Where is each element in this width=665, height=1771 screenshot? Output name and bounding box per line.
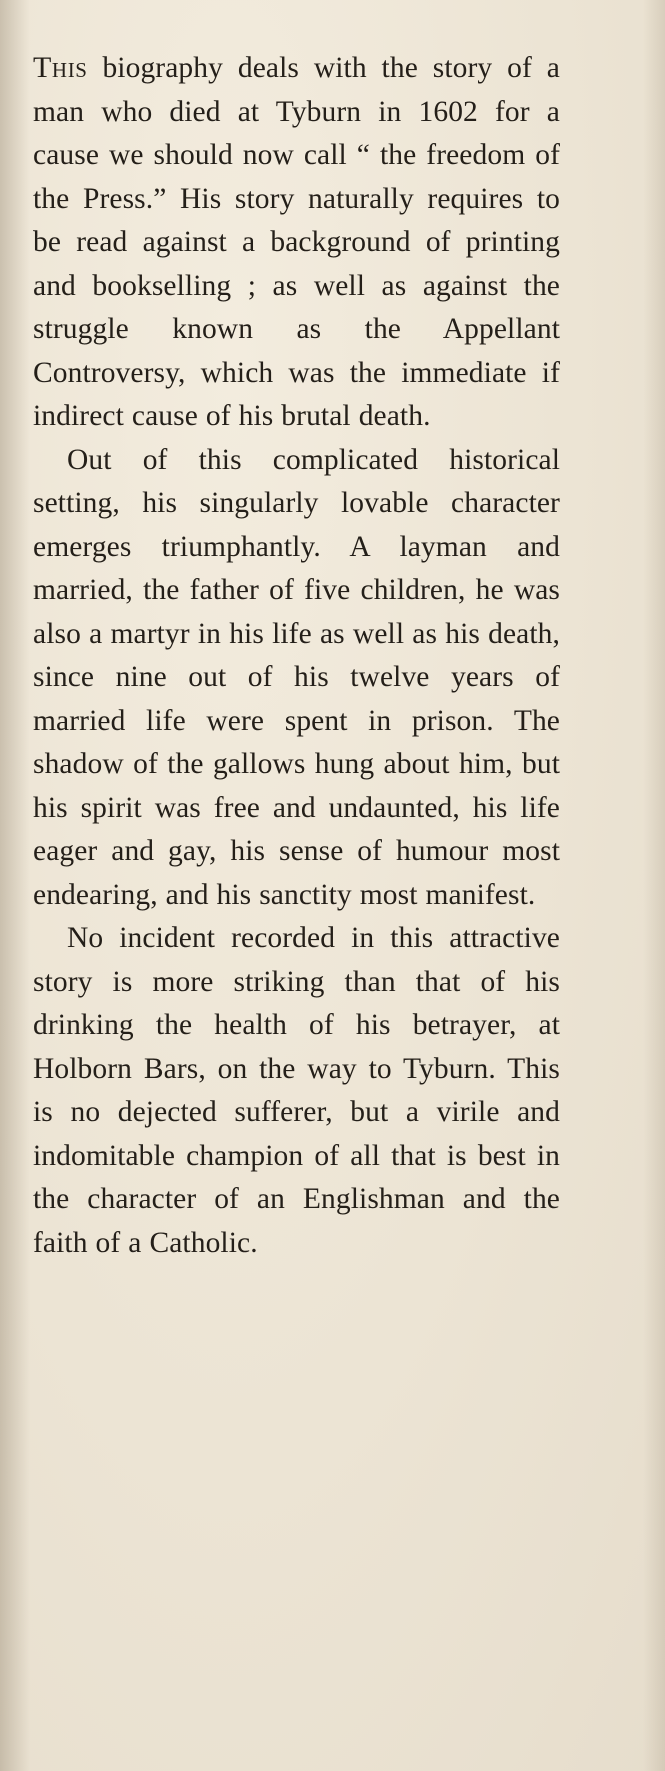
paragraph-3-text: No incident recorded in this attractive story is more striking than that of his drinking the health of his betrayer, at Holborn Bars, on the way to Tyburn. This is no dejected sufferer, but a virile and indomitable champion of all that is best in the character of an Englishman and the faith of a Catholic. [33,922,560,1259]
text-column [33,46,560,1265]
paragraph-1 [33,46,560,439]
paragraph-2 [33,439,560,918]
paragraph-1-text: biography deals with the story of a man who died at Tyburn in 1602 for a cause we should now call “ the freedom of the Press.” His story naturally requires to be read against a background of printing and bookselling ; as well as against the struggle known as the Appellant Controversy, which was the immediate if indirect cause of his brutal death. [33,52,560,432]
paragraph-3 [33,917,560,1265]
paragraph-2-text: Out of this complicated historical setting, his singularly lovable character emerges triumphantly. A layman and married, the father of five children, he was also a martyr in his life as well as his death, since nine out of his twelve years of married life were spent in prison. The shadow of the gallows hung about him, but his spirit was free and undaunted, his life eager and gay, his sense of humour most endearing, and his sanctity most manifest. [33,443,560,911]
paragraph-1-dropcap-smallcaps: This [33,51,88,84]
